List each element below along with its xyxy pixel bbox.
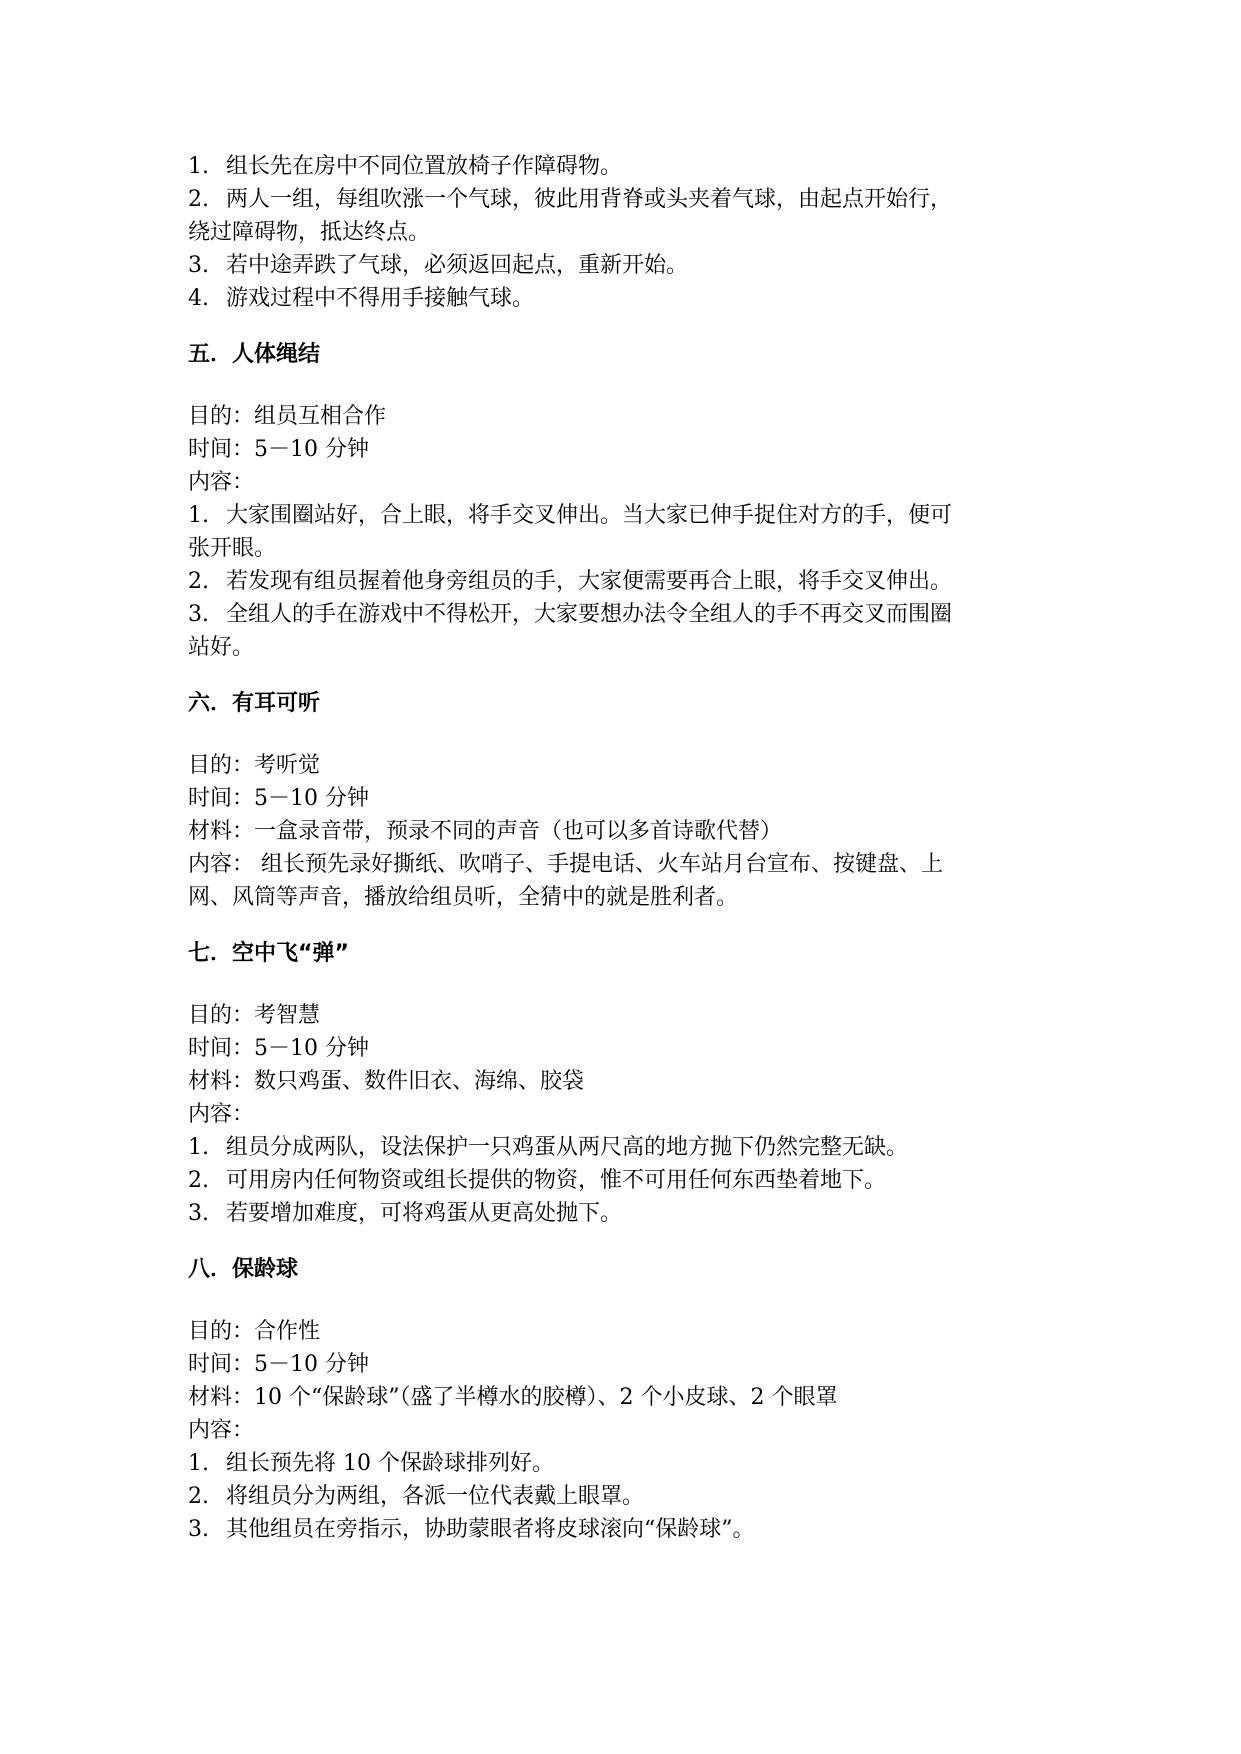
time-line: 时间：5－10 分钟 <box>188 1352 369 1377</box>
list-item-continuation: 站好。 <box>188 635 255 660</box>
content-label: 内容： <box>188 1418 255 1443</box>
material-line: 材料：一盒录音带，预录不同的声音（也可以多首诗歌代替） <box>188 819 783 844</box>
list-item <box>188 598 1068 631</box>
item-number: 1. <box>188 1135 209 1160</box>
content-line-continuation: 网、风筒等声音，播放给组员听，全猜中的就是胜利者。 <box>188 885 739 910</box>
list-item <box>188 1480 1068 1513</box>
material-line: 材料：10 个“保龄球”（盛了半樽水的胶樽）、2 个小皮球、2 个眼罩 <box>188 1385 838 1410</box>
list-item <box>188 565 1068 598</box>
section-heading: 五．人体绳结 <box>188 342 321 367</box>
section-heading: 七．空中飞“弹” <box>188 941 349 966</box>
time-line: 时间：5－10 分钟 <box>188 1036 369 1061</box>
item-text: 若要增加难度，可将鸡蛋从更高处抛下。 <box>226 1201 623 1226</box>
item-text: 将组员分为两组，各派一位代表戴上眼罩。 <box>226 1484 645 1509</box>
time-line: 时间：5－10 分钟 <box>188 786 369 811</box>
list-item <box>188 282 1068 315</box>
item-text: 大家围圈站好，合上眼，将手交叉伸出。当大家已伸手捉住对方的手，便可 <box>226 503 953 528</box>
section-body <box>188 999 1068 1230</box>
list-item <box>188 1131 1068 1164</box>
section-body <box>188 400 1068 664</box>
purpose-line: 目的：考智慧 <box>188 1003 321 1028</box>
section-body <box>188 749 1068 914</box>
item-number: 1. <box>188 154 209 179</box>
document-page <box>188 150 1068 1546</box>
item-number: 3. <box>188 1517 209 1542</box>
list-item <box>188 150 1068 183</box>
item-number: 3. <box>188 253 209 278</box>
section-body <box>188 1315 1068 1546</box>
item-number: 2. <box>188 569 209 594</box>
item-text: 其他组员在旁指示，协助蒙眼者将皮球滚向“保龄球”。 <box>226 1517 755 1542</box>
purpose-line: 目的：考听觉 <box>188 753 321 778</box>
item-text: 组长预先将 10 个保龄球排列好。 <box>226 1451 554 1476</box>
purpose-line: 目的：合作性 <box>188 1319 321 1344</box>
item-number: 2. <box>188 1168 209 1193</box>
content-label: 内容： <box>188 1102 255 1127</box>
list-item <box>188 1197 1068 1230</box>
list-item <box>188 249 1068 282</box>
item-number: 2. <box>188 187 209 212</box>
item-text: 可用房内任何物资或组长提供的物资，惟不可用任何东西垫着地下。 <box>226 1168 887 1193</box>
intro-list <box>188 150 1068 315</box>
material-line: 材料：数只鸡蛋、数件旧衣、海绵、胶袋 <box>188 1069 585 1094</box>
list-item <box>188 1164 1068 1197</box>
item-text: 若发现有组员握着他身旁组员的手，大家便需要再合上眼，将手交叉伸出。 <box>226 569 953 594</box>
time-line: 时间：5－10 分钟 <box>188 437 369 462</box>
list-item <box>188 183 1068 216</box>
item-text: 若中途弄跌了气球，必须返回起点，重新开始。 <box>226 253 689 278</box>
list-item-continuation: 绕过障碍物，抵达终点。 <box>188 220 431 245</box>
item-number: 1. <box>188 1451 209 1476</box>
list-item <box>188 1447 1068 1480</box>
section-heading: 八．保龄球 <box>188 1257 299 1282</box>
section-heading: 六．有耳可听 <box>188 691 321 716</box>
item-number: 4. <box>188 286 209 311</box>
item-text: 全组人的手在游戏中不得松开，大家要想办法令全组人的手不再交叉而围圈 <box>226 602 953 627</box>
item-number: 2. <box>188 1484 209 1509</box>
content-line: 内容： 组长预先录好撕纸、吹哨子、手提电话、火车站月台宣布、按键盘、上 <box>188 852 943 877</box>
purpose-line: 目的：组员互相合作 <box>188 404 387 429</box>
list-item-continuation: 张开眼。 <box>188 536 277 561</box>
list-item <box>188 1513 1068 1546</box>
item-number: 1. <box>188 503 209 528</box>
item-text: 游戏过程中不得用手接触气球。 <box>226 286 535 311</box>
item-text: 两人一组，每组吹涨一个气球，彼此用背脊或头夹着气球，由起点开始行， <box>226 187 953 212</box>
item-number: 3. <box>188 1201 209 1226</box>
content-label: 内容： <box>188 470 255 495</box>
list-item <box>188 499 1068 532</box>
item-text: 组长先在房中不同位置放椅子作障碍物。 <box>226 154 623 179</box>
item-number: 3. <box>188 602 209 627</box>
item-text: 组员分成两队，设法保护一只鸡蛋从两尺高的地方抛下仍然完整无缺。 <box>226 1135 909 1160</box>
